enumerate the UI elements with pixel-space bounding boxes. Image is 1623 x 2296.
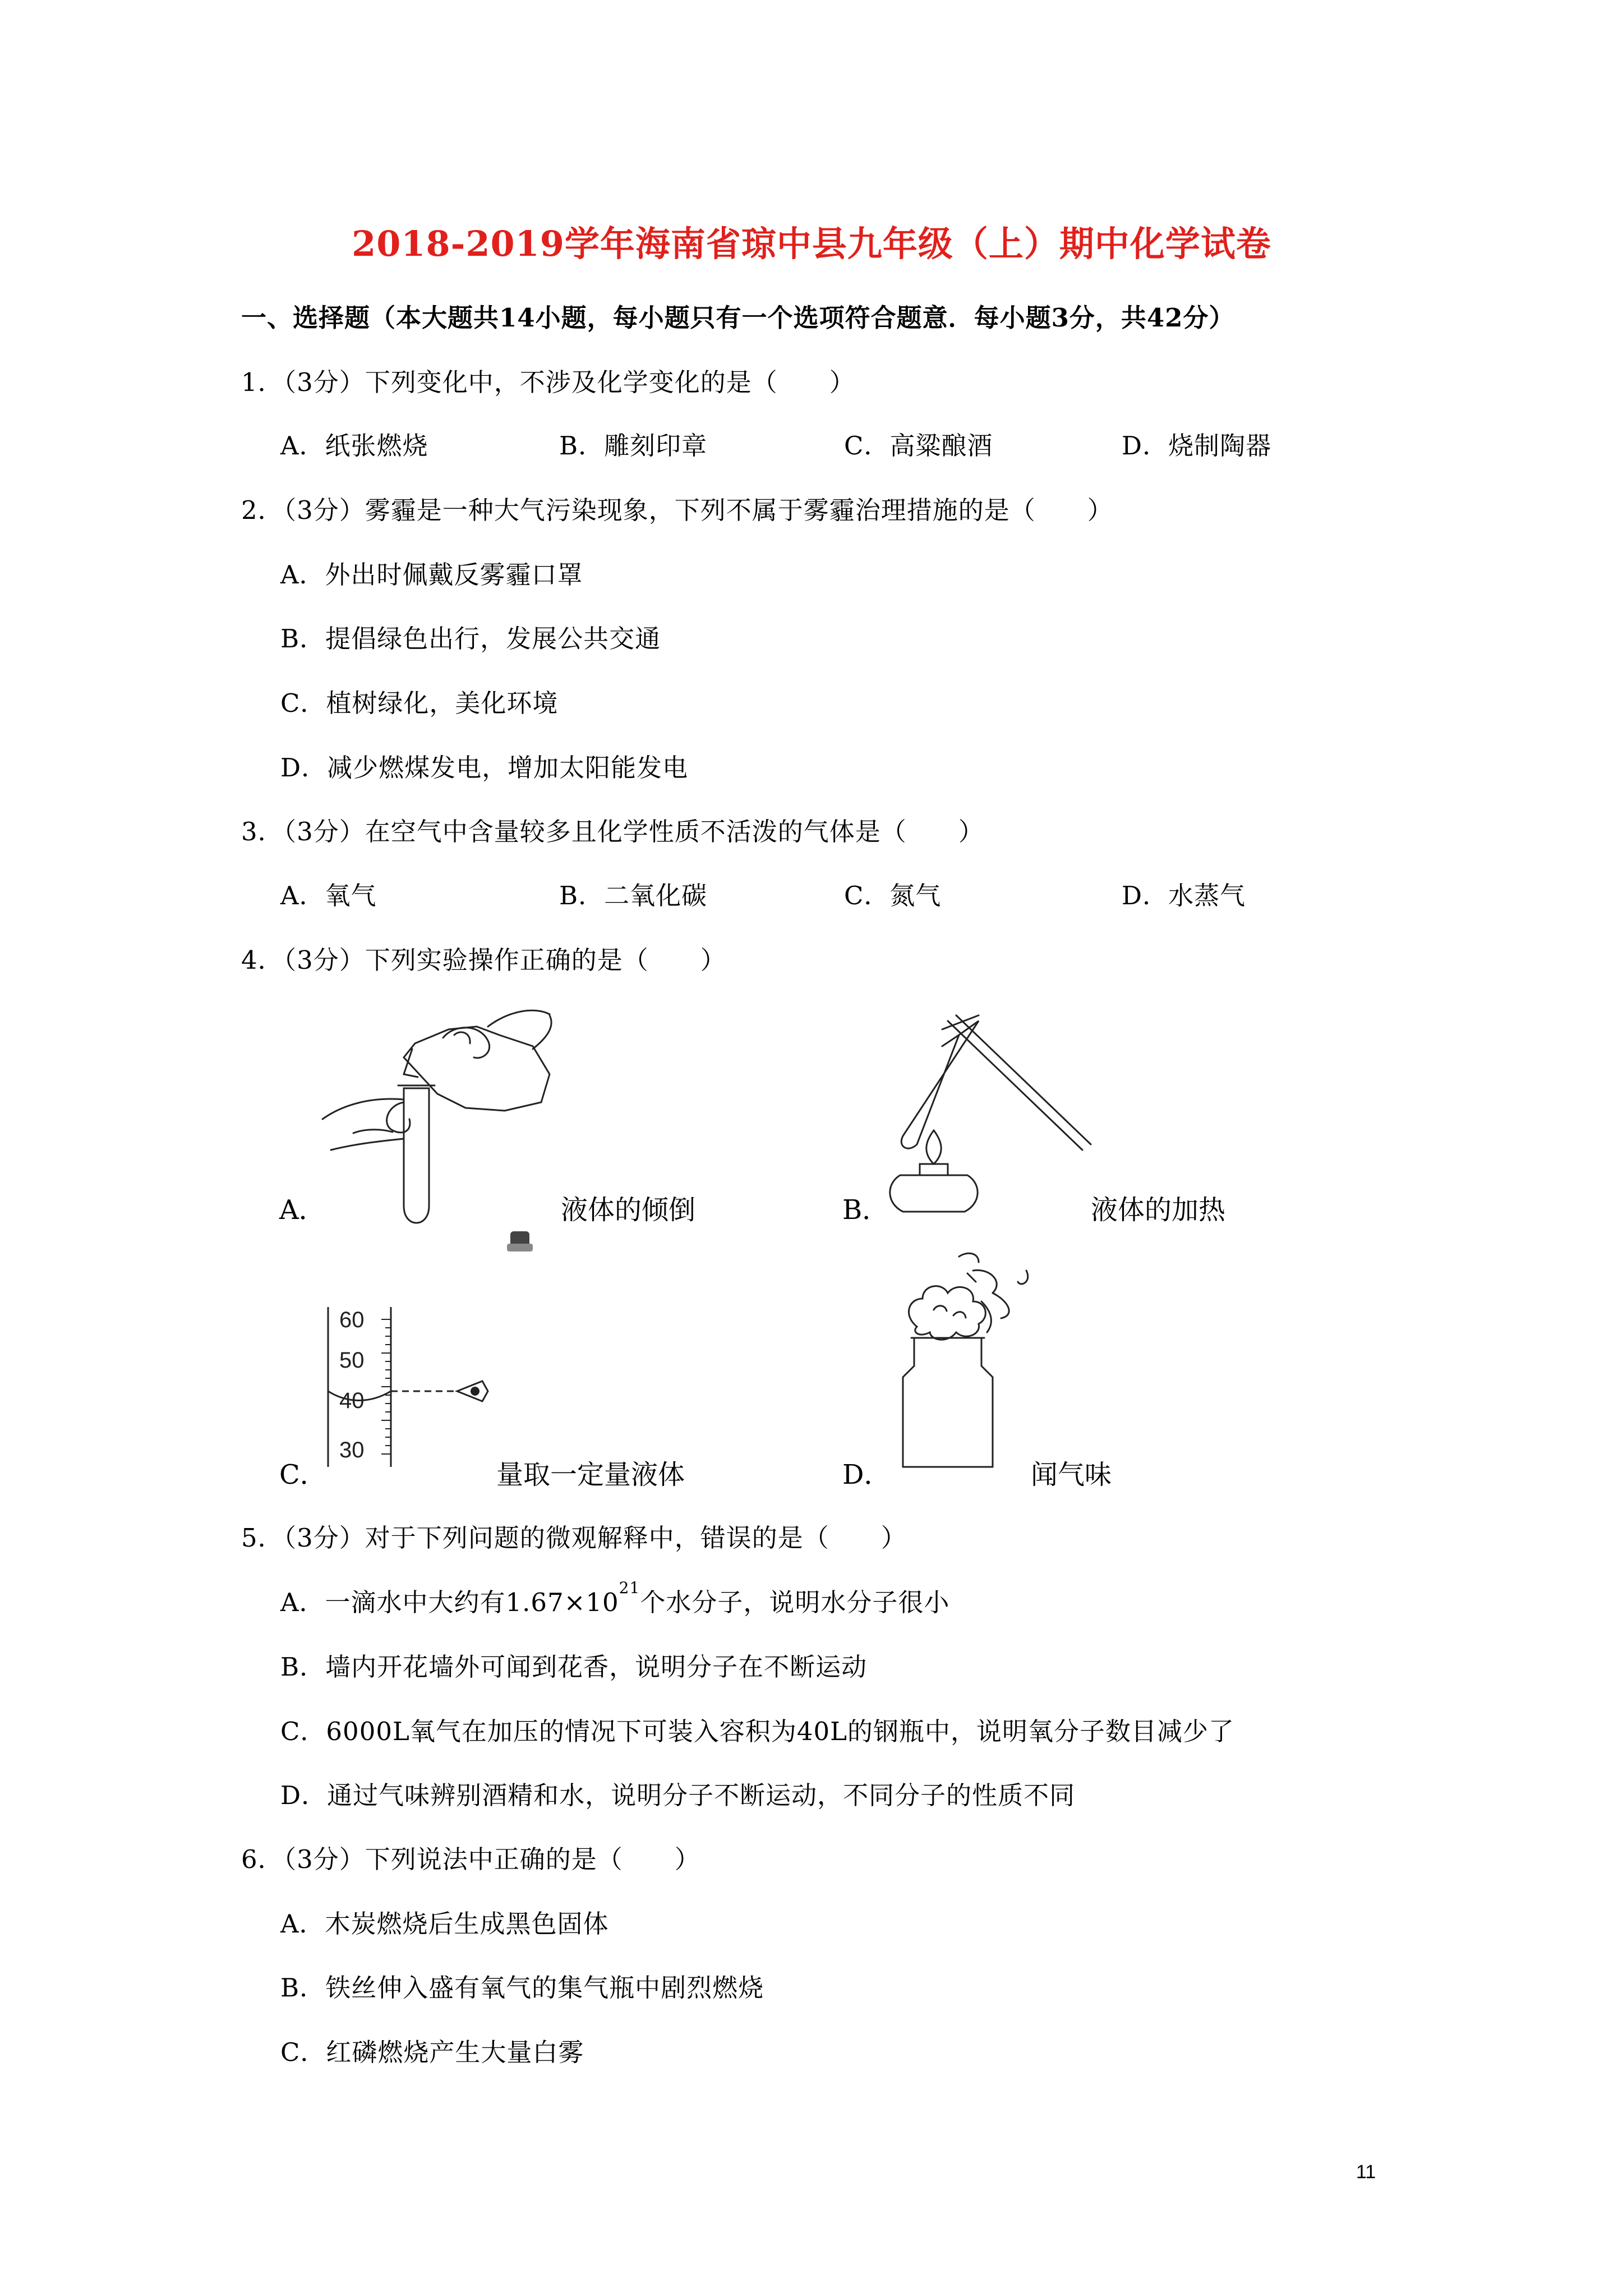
q3-option-c: C．氮气 (844, 881, 942, 910)
q2-option-d: D．减少燃煤发电，增加太阳能发电 (280, 753, 689, 783)
cylinder-tick-30: 30 (339, 1438, 365, 1462)
q2-option-c: C．植树绿化，美化环境 (280, 688, 559, 718)
cylinder-tick-40: 40 (339, 1388, 365, 1413)
q1-option-c: C．高粱酿酒 (844, 431, 993, 461)
cylinder-tick-50: 50 (339, 1348, 365, 1373)
pouring-liquid-figure (320, 1004, 566, 1262)
q5-option-a-tail: 个水分子，说明水分子很小 (640, 1588, 950, 1617)
question-2-stem: 2．（3分）雾霾是一种大气污染现象，下列不属于雾霾治理措施的是（ ） (241, 495, 1113, 525)
q2-option-b: B．提倡绿色出行，发展公共交通 (280, 624, 661, 654)
q4-option-b-letter: B． (842, 1194, 889, 1226)
q3-option-b: B．二氧化碳 (559, 881, 708, 910)
question-3-stem: 3．（3分）在空气中含量较多且化学性质不活泼的气体是（ ） (241, 817, 984, 846)
question-4-stem: 4．（3分）下列实验操作正确的是（ ） (241, 945, 726, 975)
q2-option-a: A．外出时佩戴反雾霾口罩 (280, 560, 583, 590)
heating-liquid-figure (880, 1010, 1105, 1234)
exam-title: 2018-2019学年海南省琼中县九年级（上）期中化学试卷 (352, 223, 1271, 264)
q5-option-a-text: A．一滴水中大约有1.67×10 (280, 1588, 619, 1617)
q1-option-b: B．雕刻印章 (559, 431, 708, 461)
q5-option-c: C．6000L氧气在加压的情况下可装入容积为40L的钢瓶中，说明氧分子数目减少了 (280, 1717, 1234, 1746)
section-heading: 一、选择题（本大题共14小题，每小题只有一个选项符合题意．每小题3分，共42分） (241, 303, 1235, 333)
q3-option-d: D．水蒸气 (1122, 881, 1246, 910)
question-5-stem: 5．（3分）对于下列问题的微观解释中，错误的是（ ） (241, 1523, 907, 1553)
q1-option-a: A．纸张燃烧 (280, 431, 428, 461)
q4-option-d-letter: D． (842, 1459, 891, 1490)
q5-option-b: B．墙内开花墙外可闻到花香，说明分子在不断运动 (280, 1652, 868, 1682)
q3-option-a: A．氧气 (280, 881, 377, 910)
graduated-cylinder-figure (328, 1307, 508, 1470)
q4-option-b-caption: 液体的加热 (1091, 1194, 1226, 1226)
q4-option-c-caption: 量取一定量液体 (496, 1459, 685, 1490)
q4-option-d-caption: 闻气味 (1031, 1459, 1112, 1490)
q4-option-c-letter: C． (279, 1459, 327, 1490)
q5-option-d: D．通过气味辨别酒精和水，说明分子不断运动，不同分子的性质不同 (280, 1780, 1076, 1810)
q6-option-b: B．铁丝伸入盛有氧气的集气瓶中剧烈燃烧 (280, 1973, 764, 2003)
cylinder-tick-60: 60 (339, 1308, 365, 1332)
q5-option-a-exponent: 21 (619, 1579, 640, 1597)
q4-option-a-caption: 液体的倾倒 (561, 1194, 696, 1226)
smelling-gas-figure (880, 1248, 1094, 1473)
question-6-stem: 6．（3分）下列说法中正确的是（ ） (241, 1844, 700, 1874)
q5-option-a (280, 1579, 950, 1618)
page-number: 11 (1356, 2161, 1376, 2183)
q4-option-a-letter: A． (279, 1194, 326, 1226)
question-1-stem: 1．（3分）下列变化中，不涉及化学变化的是（ ） (241, 367, 855, 397)
q6-option-a: A．木炭燃烧后生成黑色固体 (280, 1909, 609, 1939)
q1-option-d: D．烧制陶器 (1122, 431, 1272, 461)
q6-option-c: C．红磷燃烧产生大量白雾 (280, 2037, 584, 2067)
